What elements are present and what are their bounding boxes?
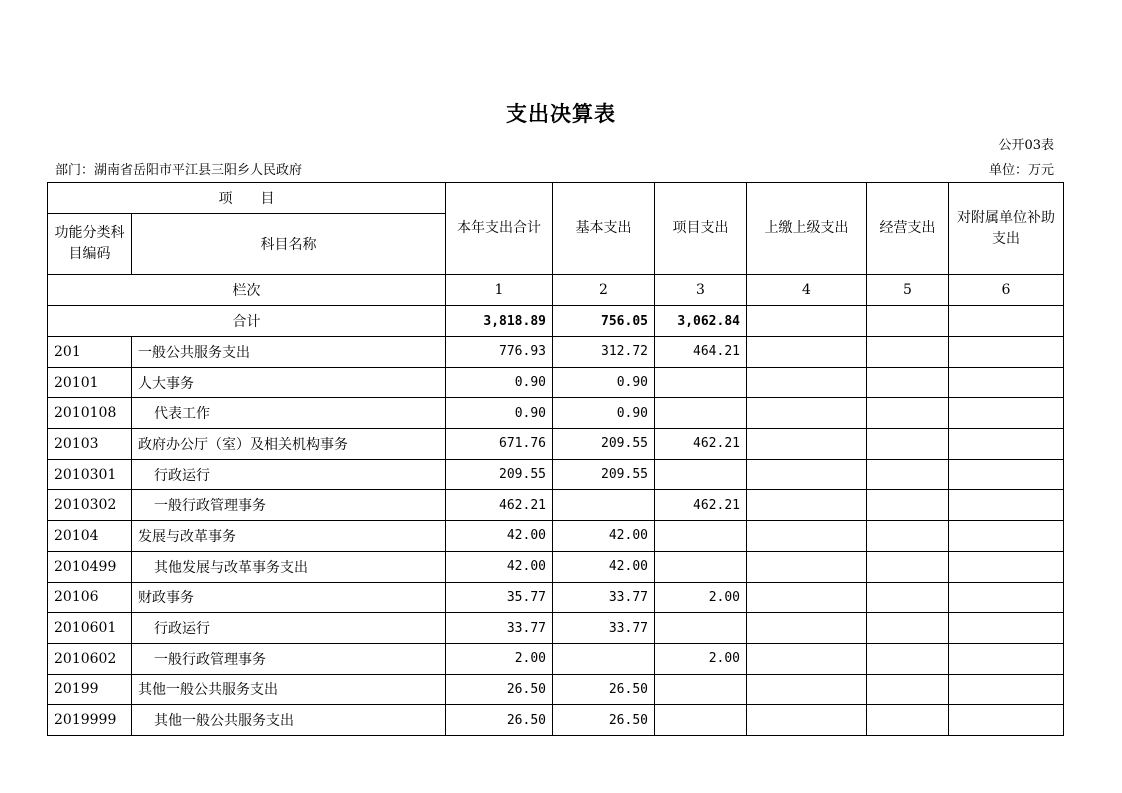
row-name: 一般行政管理事务 xyxy=(132,490,446,521)
table-row xyxy=(48,490,1064,521)
row-subsidy xyxy=(949,582,1064,613)
row-upper xyxy=(747,551,867,582)
row-project xyxy=(655,705,747,736)
row-name: 代表工作 xyxy=(132,398,446,429)
column-index-3: 3 xyxy=(655,275,747,306)
row-subsidy xyxy=(949,429,1064,460)
row-total: 26.50 xyxy=(446,705,553,736)
row-project: 2.00 xyxy=(655,582,747,613)
row-code: 2010301 xyxy=(48,459,132,490)
row-code: 20103 xyxy=(48,429,132,460)
row-total: 671.76 xyxy=(446,429,553,460)
row-subsidy xyxy=(949,613,1064,644)
row-subsidy xyxy=(949,490,1064,521)
row-business xyxy=(867,521,949,552)
table-row xyxy=(48,367,1064,398)
row-code: 201 xyxy=(48,337,132,368)
row-name: 政府办公厅（室）及相关机构事务 xyxy=(132,429,446,460)
table-row xyxy=(48,551,1064,582)
row-name: 其他一般公共服务支出 xyxy=(132,674,446,705)
row-name: 其他发展与改革事务支出 xyxy=(132,551,446,582)
row-basic: 312.72 xyxy=(553,337,655,368)
row-project xyxy=(655,521,747,552)
row-total: 2.00 xyxy=(446,643,553,674)
header-code: 功能分类科目编码 xyxy=(48,214,132,275)
sum-basic: 756.05 xyxy=(553,306,655,337)
row-business xyxy=(867,674,949,705)
row-project xyxy=(655,613,747,644)
row-project: 2.00 xyxy=(655,643,747,674)
row-business xyxy=(867,613,949,644)
row-business xyxy=(867,398,949,429)
row-project xyxy=(655,674,747,705)
row-project: 464.21 xyxy=(655,337,747,368)
row-name: 一般行政管理事务 xyxy=(132,643,446,674)
row-subsidy xyxy=(949,643,1064,674)
row-code: 20106 xyxy=(48,582,132,613)
row-project xyxy=(655,367,747,398)
row-basic: 209.55 xyxy=(553,429,655,460)
row-business xyxy=(867,490,949,521)
table-row xyxy=(48,398,1064,429)
row-name: 行政运行 xyxy=(132,459,446,490)
row-code: 2010601 xyxy=(48,613,132,644)
row-total: 462.21 xyxy=(446,490,553,521)
table-row xyxy=(48,674,1064,705)
header-total: 本年支出合计 xyxy=(446,183,553,275)
row-project xyxy=(655,459,747,490)
column-index-6: 6 xyxy=(949,275,1064,306)
row-total: 33.77 xyxy=(446,613,553,644)
department-label: 部门：湖南省岳阳市平江县三阳乡人民政府 xyxy=(55,163,303,178)
row-basic: 33.77 xyxy=(553,613,655,644)
row-name: 人大事务 xyxy=(132,367,446,398)
row-code: 20104 xyxy=(48,521,132,552)
row-business xyxy=(867,429,949,460)
row-code: 2010602 xyxy=(48,643,132,674)
row-name: 财政事务 xyxy=(132,582,446,613)
header-item: 项 目 xyxy=(48,183,446,214)
sum-project: 3,062.84 xyxy=(655,306,747,337)
sum-subsidy xyxy=(949,306,1064,337)
header-basic: 基本支出 xyxy=(553,183,655,275)
row-total: 0.90 xyxy=(446,367,553,398)
sum-business xyxy=(867,306,949,337)
row-basic: 0.90 xyxy=(553,398,655,429)
row-upper xyxy=(747,643,867,674)
row-total: 42.00 xyxy=(446,521,553,552)
table-row xyxy=(48,643,1064,674)
header-upper: 上缴上级支出 xyxy=(747,183,867,275)
row-basic: 209.55 xyxy=(553,459,655,490)
table-row xyxy=(48,429,1064,460)
row-project: 462.21 xyxy=(655,490,747,521)
header-project: 项目支出 xyxy=(655,183,747,275)
row-upper xyxy=(747,429,867,460)
row-basic: 0.90 xyxy=(553,367,655,398)
row-business xyxy=(867,582,949,613)
row-subsidy xyxy=(949,551,1064,582)
table-row xyxy=(48,459,1064,490)
row-code: 20199 xyxy=(48,674,132,705)
row-code: 2010302 xyxy=(48,490,132,521)
header-subsidy: 对附属单位补助支出 xyxy=(949,183,1064,275)
sum-total: 3,818.89 xyxy=(446,306,553,337)
row-name: 行政运行 xyxy=(132,613,446,644)
row-upper xyxy=(747,521,867,552)
row-business xyxy=(867,551,949,582)
row-upper xyxy=(747,337,867,368)
row-project xyxy=(655,398,747,429)
row-total: 209.55 xyxy=(446,459,553,490)
row-total: 35.77 xyxy=(446,582,553,613)
header-business: 经营支出 xyxy=(867,183,949,275)
row-upper xyxy=(747,367,867,398)
table-row xyxy=(48,613,1064,644)
row-subsidy xyxy=(949,337,1064,368)
row-code: 2010108 xyxy=(48,398,132,429)
header-row-top xyxy=(48,183,1064,214)
row-basic xyxy=(553,643,655,674)
table-row xyxy=(48,337,1064,368)
row-name: 一般公共服务支出 xyxy=(132,337,446,368)
form-number: 公开03表 xyxy=(998,138,1054,153)
column-index-4: 4 xyxy=(747,275,867,306)
sum-row xyxy=(48,306,1064,337)
unit-label: 单位：万元 xyxy=(988,163,1054,178)
row-upper xyxy=(747,705,867,736)
row-basic xyxy=(553,490,655,521)
row-upper xyxy=(747,459,867,490)
row-business xyxy=(867,367,949,398)
header-name: 科目名称 xyxy=(132,214,446,275)
row-subsidy xyxy=(949,367,1064,398)
row-basic: 26.50 xyxy=(553,705,655,736)
row-upper xyxy=(747,674,867,705)
row-subsidy xyxy=(949,674,1064,705)
row-total: 776.93 xyxy=(446,337,553,368)
row-total: 26.50 xyxy=(446,674,553,705)
row-business xyxy=(867,705,949,736)
table-row xyxy=(48,582,1064,613)
table-row xyxy=(48,705,1064,736)
row-business xyxy=(867,337,949,368)
row-subsidy xyxy=(949,398,1064,429)
row-upper xyxy=(747,582,867,613)
row-code: 2019999 xyxy=(48,705,132,736)
row-upper xyxy=(747,490,867,521)
column-index-1: 1 xyxy=(446,275,553,306)
column-index-2: 2 xyxy=(553,275,655,306)
row-total: 42.00 xyxy=(446,551,553,582)
column-index-row xyxy=(48,275,1064,306)
row-project: 462.21 xyxy=(655,429,747,460)
row-upper xyxy=(747,398,867,429)
expenditure-table xyxy=(47,182,1064,736)
row-project xyxy=(655,551,747,582)
row-total: 0.90 xyxy=(446,398,553,429)
row-subsidy xyxy=(949,521,1064,552)
row-business xyxy=(867,459,949,490)
column-index-label: 栏次 xyxy=(48,275,446,306)
row-name: 发展与改革事务 xyxy=(132,521,446,552)
sum-label: 合计 xyxy=(48,306,446,337)
row-name: 其他一般公共服务支出 xyxy=(132,705,446,736)
row-subsidy xyxy=(949,705,1064,736)
row-upper xyxy=(747,613,867,644)
row-basic: 42.00 xyxy=(553,521,655,552)
row-subsidy xyxy=(949,459,1064,490)
sum-upper xyxy=(747,306,867,337)
page-title: 支出决算表 xyxy=(506,101,616,126)
row-code: 2010499 xyxy=(48,551,132,582)
row-basic: 33.77 xyxy=(553,582,655,613)
row-business xyxy=(867,643,949,674)
row-code: 20101 xyxy=(48,367,132,398)
table-row xyxy=(48,521,1064,552)
column-index-5: 5 xyxy=(867,275,949,306)
row-basic: 26.50 xyxy=(553,674,655,705)
row-basic: 42.00 xyxy=(553,551,655,582)
